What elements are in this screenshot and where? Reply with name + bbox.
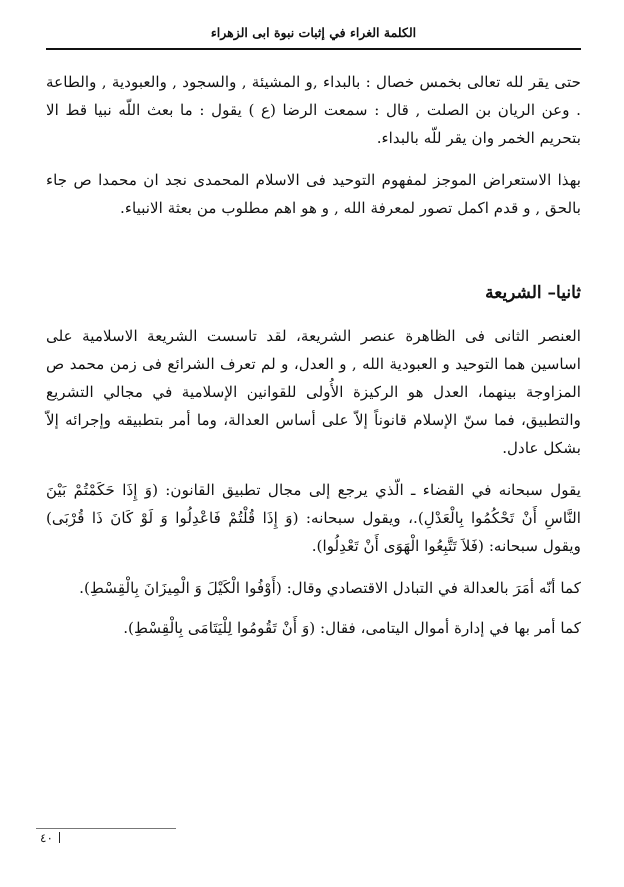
paragraph-2: بهذا الاستعراض الموجز لمفهوم التوحيد فى الاسلام المحمدى نجد ان محمدا ص جاء بالحق , و قدم اكمل تصور لمعرفة الله , و هو اهم مطلوب من بعثة الانبياء. xyxy=(46,171,581,217)
paragraph-5: كما أنّه أمَرَ بالعدالة في التبادل الاقتصادي وقال: (أَوْفُوا الْكَيْلَ وَ الْمِيزَانَ بِالْقِسْطِ). xyxy=(79,579,581,597)
paragraph-6: كما أمر بها في إدارة أموال اليتامى، فقال: (وَ أَنْ تَقُومُوا لِلْيَتَامَى بِالْقِسْطِ). xyxy=(123,619,581,637)
running-header: الكلمة الغراء في إثبات نبوة ابى الزهراء xyxy=(210,25,417,40)
page-number xyxy=(40,829,100,847)
header-divider xyxy=(46,48,581,50)
paragraph-1: حتى يقر لله تعالى بخمس خصال : بالبداء ,و المشيئة , والسجود , والعبودية , والطاعة . وعن الريان بن الصلت , قال : سمعت الرضا (ع ) يقول : ما بعث اللّه نبيا قط الا بتحريم الخمر وان يقر للّه بالبداء. xyxy=(46,73,581,147)
section-heading: ثانيا– الشريعة xyxy=(485,283,581,303)
page-number-text: ٤٠ xyxy=(40,831,53,845)
page-body xyxy=(46,68,581,654)
paragraph-3: العنصر الثانى فى الظاهرة عنصر الشريعة، لقد تاسست الشريعة الاسلامية على اساسين هما التوحيد و العبودية الله , و العدل، و لم تعرف الشرائع فى زمن محمد ص المزاوجة بينهما، العدل هو الركيزة الأُولى للقوانين الإسلامية في مجالي التشريع والتطبيق، فما سنّ الإسلام قانوناً إلاّ على أساس العدالة، وما أمر بتطبيقه وإجرائه إلاّ بشكل عادل. xyxy=(46,327,581,457)
page-number-separator xyxy=(59,832,60,843)
paragraph-4: يقول سبحانه في القضاء ـ الّذي يرجع إلى مجال تطبيق القانون: (وَ إِذَا حَكَمْتُمْ بَيْنَ النَّاسِ أَنْ تَحْكُمُوا بِالْعَدْلِ).، ويقول سبحانه: (وَ إِذَا قُلْتُمْ فَاعْدِلُوا وَ لَوْ كَانَ ذَا قُرْبَى) ويقول سبحانه: (فَلاَ تَتَّبِعُوا الْهَوَى أَنْ تَعْدِلُوا). xyxy=(46,481,581,555)
